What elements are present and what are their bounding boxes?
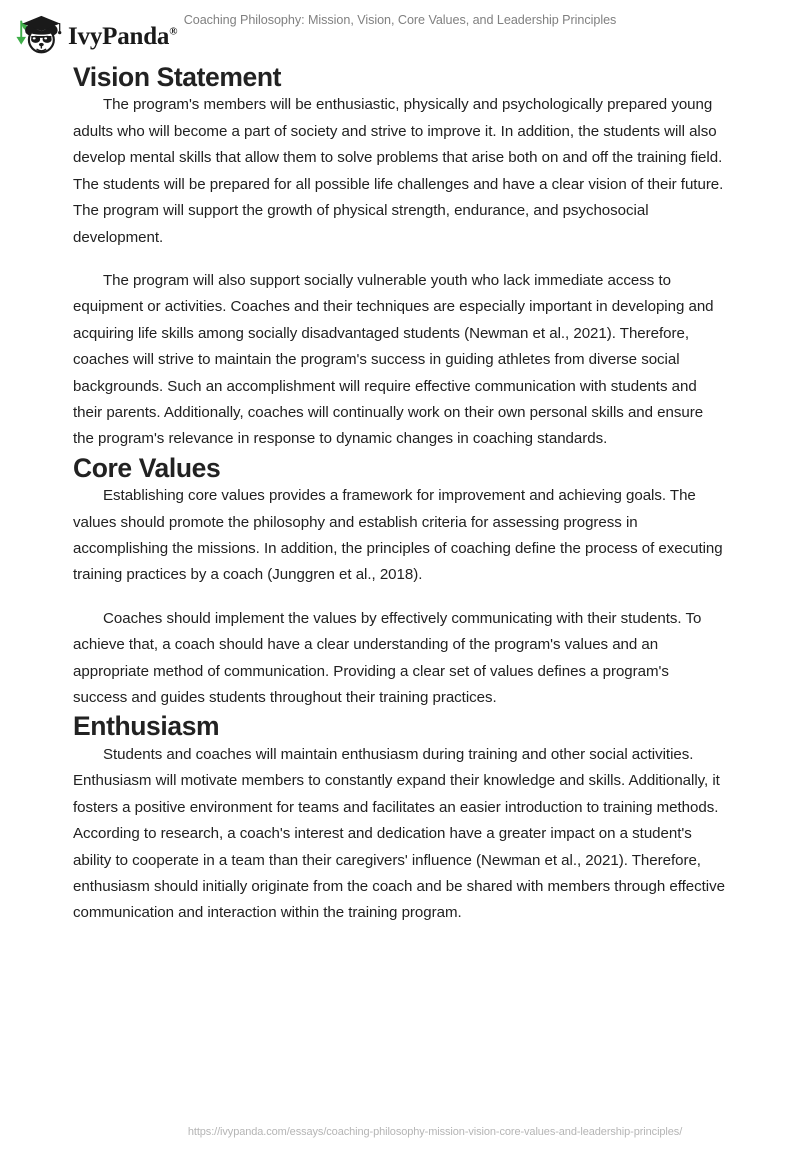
section-heading-enthusiasm: Enthusiasm bbox=[73, 711, 220, 742]
document-title-header: Coaching Philosophy: Mission, Vision, Core Values, and Leadership Principles bbox=[183, 13, 617, 27]
brand-name-text: IvyPanda bbox=[68, 22, 170, 50]
page-header bbox=[0, 0, 800, 62]
document-body bbox=[0, 62, 800, 927]
paragraph: Establishing core values provides a framework for improvement and achieving goals. The values should promote the philosophy and establish criteria for assessing progress in accomplishing the missions. In addition, the principles of coaching define the process of executing training practices by a coach (Junggren et al., 2018). bbox=[73, 487, 723, 584]
paragraph: Coaches should implement the values by effectively communicating with their students. To achieve that, a coach should have a clear understanding of the program's values and an appropriate method of communication. Providing a clear set of values defines a program's success and guides students throughout their training practices. bbox=[73, 609, 702, 707]
section-heading-core-values: Core Values bbox=[73, 452, 221, 483]
source-url-link[interactable]: https://ivypanda.com/essays/coaching-philosophy-mission-vision-core-values-and-leadership-principles/ bbox=[187, 1126, 683, 1138]
registered-trademark-symbol: ® bbox=[169, 25, 178, 38]
section-heading-vision-statement: Vision Statement bbox=[73, 62, 282, 92]
paragraph: The program's members will be enthusiastic, physically and psychologically prepared young adults who will become a part of society and strive to improve it. In addition, the students will also develop mental skills that allow them to solve problems that arise both on and off the training field. The students will be prepared for all possible life challenges and have a clear vision of their future. The program will support the growth of physical strength, endurance, and psychosocial development. bbox=[73, 96, 724, 246]
brand-name bbox=[68, 24, 177, 49]
paragraph: The program will also support socially vulnerable youth who lack immediate access to equipment or activities. Coaches and their techniques are especially important in developing and acquiring life skills among socially disadvantaged students (Newman et al., 2021). Therefore, coaches will strive to maintain the program's success in guiding athletes from diverse social backgrounds. Such an accomplishment will require effective communication with students and their parents. Additionally, coaches will continually work on their own personal skills and ensure the program's relevance in response to dynamic changes in coaching standards. bbox=[73, 271, 714, 448]
paragraph: Students and coaches will maintain enthusiasm during training and other social activities. Enthusiasm will motivate members to constantly expand their knowledge and skills. Additionally, it fosters a positive environment for teams and facilitates an easier introduction to training methods. According to research, a coach's interest and dedication have a greater impact on a student's ability to cooperate in a team than their caregivers' influence (Newman et al., 2021). Therefore, enthusiasm should initially originate from the coach and be shared with members through effective communication and interaction within the training program. bbox=[73, 745, 725, 922]
page-footer bbox=[0, 1122, 800, 1140]
